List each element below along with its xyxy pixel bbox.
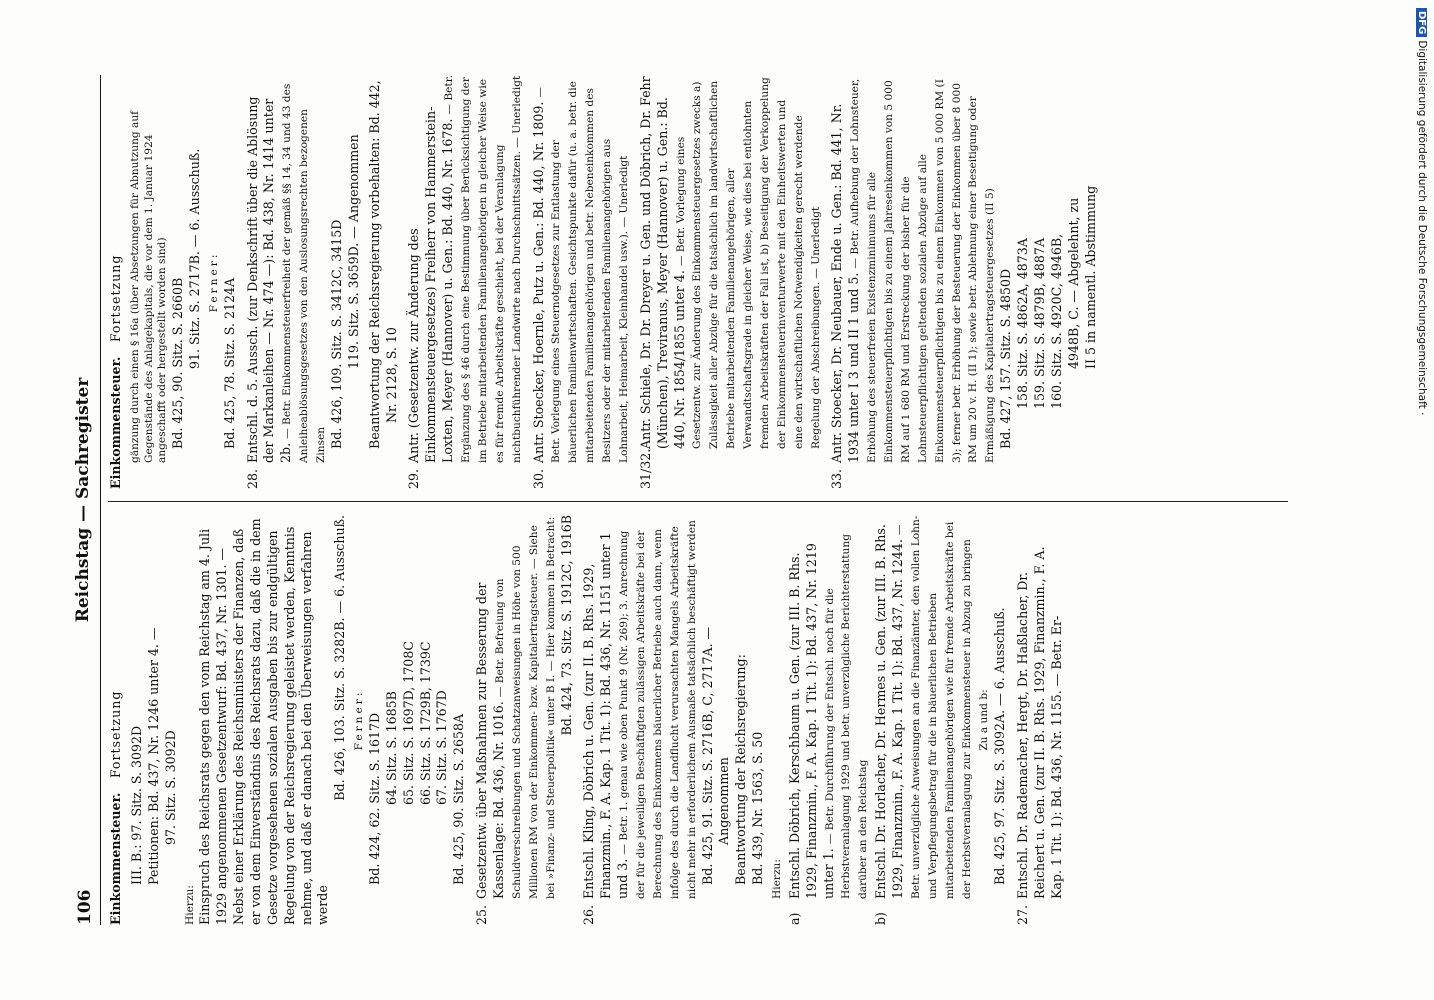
hierzu-label: Hierzu: bbox=[771, 859, 784, 899]
reference-line: 119. Sitz. S. 3659D. — Angenommen bbox=[345, 134, 361, 369]
reference-line: Bd. 425, 78. Sitz. S. 2124A bbox=[221, 277, 237, 449]
entry-title: Antr. Stoecker, Hoernle, Putz u. Gen.: Bd. 440, Nr. 1809. bbox=[530, 101, 546, 463]
hierzu-label: Hierzu: bbox=[183, 885, 196, 925]
credit-text: Digitalisierung gefördert durch die Deutsche Forschungsgemeinschaft · bbox=[1416, 40, 1428, 416]
entry-number: 28. bbox=[244, 468, 260, 489]
entry-label: a) bbox=[786, 912, 802, 925]
reference-line: Bd. 424, 73. Sitz. S. 1912C, 1916B bbox=[558, 515, 574, 736]
text-line: 97. Sitz. S. 3092D bbox=[162, 730, 178, 845]
heading-continuation: Fortsetzung bbox=[108, 690, 123, 779]
entry-number: 29. bbox=[406, 468, 422, 489]
entry-25 bbox=[474, 515, 575, 925]
entry-detail: — Betr. Durchführung der Entschl. noch für die Herbstveranlagung 1929 und betr. unverzügliche Berichterstattung darüber an den Reichstag bbox=[823, 534, 870, 899]
reference-line: 91. Sitz. S. 2717B. — 6. Ausschuß. bbox=[187, 148, 203, 369]
reference-line: Bd. 426, 109. Sitz. S. 3412C, 3415D bbox=[328, 219, 344, 449]
page-number: 106 bbox=[75, 889, 95, 925]
ferner-label: Ferner: bbox=[207, 251, 220, 313]
entry-title: Entschl. Dr. Horlacher, Dr. Hermes u. Gen. (zur III. B. Rhs. 1929, Finanzmin., F. A. Kap. 1 Tit. 1): Bd. 437, Nr. 1244. bbox=[873, 524, 906, 899]
paragraph: Einspruch des Reichsrats gegen den vom Reichstag am 4. Juli 1929 angenommenen Gesetzentwurf: Bd. 437, Nr. 1301. — Nebst einer Erklärung des Reichsministers der Finanzen, daß er von dem Einverständnis des Reichsrats dazu, daß die in dem Gesetze vorgesehenen sozialen Ausgaben bis zur endgültigen Regelung von der Reichsregierung geleistet werden, Kenntnis nehme, und daß er danach bei den Überweisungen verfahren werde bbox=[197, 518, 331, 925]
heading-continuation: Fortsetzung bbox=[108, 254, 123, 343]
ferner-label: Ferner: bbox=[353, 689, 366, 751]
entry-number: 31/32. bbox=[637, 448, 653, 489]
entry-title: Antr. (Gesetzentw. zur Änderung des Einkommensteuergesetzes) Freiherr von Hammerstein-Loxten, Meyer (Hannover) u. Gen.: Bd. 440, Nr. 1678. bbox=[406, 106, 456, 463]
entry-detail: — Betr. Befreiung von Schuldverschreibungen und Schatzanweisungen in Höhe von 500 Millionen RM von der Einkommen- bzw. Kapitalertragsteuer. — Siehe bei »Finanz- und Steuerpolitik« unter B I. — Hier kommen in Betracht: bbox=[494, 516, 557, 899]
entry-detail: — Betr. 1. genau wie oben Punkt 9 (Nr. 269); 3. Anrechnung der für die jeweiligen Beschäftigten zulässigen Arbeitskräfte bei der Berechnung des Einkommens bäuerlicher Betriebe auch dann, wenn infolge des durch die Landflucht verursachten Mangels Arbeitskräfte nicht mehr in erforderlichem Ausmaße tatsächlich beschäftigt werden bbox=[618, 520, 698, 899]
zu-ab-label: Zu a und b: bbox=[978, 689, 991, 751]
entry-b bbox=[873, 515, 974, 925]
reference-line: 4948B, C. — Abgelehnt, zu bbox=[1065, 197, 1081, 369]
entry-30 bbox=[531, 75, 632, 489]
digitization-credit bbox=[1416, 8, 1428, 415]
entry-29 bbox=[406, 75, 524, 489]
entry-detail: — Betr. Aufhebung der Lohnsteuer, Erhöhung des steuerfreien Existenzminimums für alle Einkommensteuerpflichtigen bis zu einem Jahreseinkommen von 5 000 RM auf 1 680 RM und Erstreckung der bisher für die Lohnsteuerpflichtigen geltenden sozialen Abzüge auf alle Einkommensteuerpflichtigen bis zu einem Einkommen von 5 000 RM (I 3); ferner betr. Erhöhung der Besteuerung der Einkommen über 8 000 RM um 20 v. H. (II 1); sowie betr. Ablehnung einer Beseitigung oder Ermäßigung des Kapitalertragsteuergesetzes (II 5) bbox=[849, 78, 997, 463]
entry-26 bbox=[581, 515, 767, 925]
reference-line: 65. Sitz. S. 1697D, 1708C bbox=[400, 641, 416, 805]
entry-detail: — Betr. unverzügliche Anweisungen an die Finanzämter, den vollen Lohn- und Verpflegungsbetrag für die in bäuerlichen Betrieben mitarbeitenden Familienangehörigen wie für fremde Arbeitskräfte bei der Herbstveranlagung zur Einkommensteuer in Abzug zu bringen bbox=[893, 515, 973, 899]
answer-line: Beantwortung der Reichsregierung vorbehalten: Bd. 442, Nr. 2128, S. 10 bbox=[366, 80, 399, 449]
reference-line: 158. Sitz. S. 4862A, 4873A bbox=[1015, 238, 1031, 409]
reference-line: 64. Sitz. S. 1685B bbox=[383, 691, 399, 805]
entry-number: 27. bbox=[1015, 904, 1031, 925]
entry-number: 30. bbox=[530, 468, 546, 489]
entry-33 bbox=[829, 75, 1099, 489]
heading-title: Einkommensteuer. bbox=[108, 792, 123, 925]
entry-detail: — Betr. Einkommensteuerfreiheit der gemäß §§ 14, 34 und 43 des Anleiheablösungsgesetzes von den Auslosungsrechten bezogenen Zinsen bbox=[281, 83, 328, 463]
entry-label: b) bbox=[873, 912, 889, 925]
reference-line: Bd. 427, 157. Sitz. S. 4850D bbox=[998, 268, 1014, 449]
reference-line: Bd. 425, 97. Sitz. S. 3092A. — 6. Ausschuß. bbox=[992, 607, 1008, 885]
reference-line: 159. Sitz. S. 4879B, 4887A bbox=[1031, 237, 1047, 409]
entry-31-32 bbox=[638, 75, 824, 489]
answer-line: Beantwortung der Reichsregierung: bbox=[733, 654, 749, 885]
entry-detail: — Betr. Vorlegung eines Steuernotgesetzes zur Entlastung der bäuerlichen Familienwirtschaften. Gesichtspunkte dafür (u. a. betr. die mitarbeitenden Familienangehörigen und betr. Nebeneinkommen des Besitzers oder der mitarbeitenden Familienangehörigen aus Lohnarbeit, Heimarbeit, Kleinhandel usw.). — Unerledigt bbox=[533, 81, 630, 463]
reference-line: Bd. 425, 90. Sitz. S. 2658A bbox=[451, 713, 467, 885]
entry-title: Entschl. d. 5. Aussch. (zur Denkschrift über die Ablösung der Markanleihen — Nr. 474 —): Bd. 438, Nr. 1414 unter 2b. bbox=[244, 96, 294, 463]
reference-line: Bd. 425, 91. Sitz. S. 2716B, C, 2717A. — bbox=[699, 626, 715, 885]
page-header bbox=[68, 75, 101, 925]
entry-28 bbox=[245, 75, 401, 489]
entry-a bbox=[787, 515, 871, 925]
reference-line: 67. Sitz. S. 1767D bbox=[434, 690, 450, 805]
text-line: Petitionen: Bd. 437, Nr. 1246 unter 4. — bbox=[145, 627, 161, 885]
column-heading bbox=[108, 75, 125, 489]
entry-title: Antr. Stoecker, Dr. Neubauer, Ende u. Gen.: Bd. 441, Nr. 1934 unter I 3 und II 1 und 5. bbox=[829, 103, 862, 463]
status-line: Angenommen bbox=[716, 757, 732, 845]
entry-number: 25. bbox=[474, 904, 490, 925]
reference-line: II 5 in namentl. Abstimmung bbox=[1082, 185, 1098, 369]
column-heading bbox=[108, 515, 125, 925]
entry-title: Entschl. Döbrich, Kerschbaum u. Gen. (zur III. B. Rhs. 1929, Finanzmin., F. A. Kap. 1 Tit. 1): Bd. 437, Nr. 1219 unter 1. bbox=[786, 543, 836, 899]
entry-title: Antr. Schiele, Dr. Dr. Dreyer u. Gen. und Döbrich, Dr. Fehr (München), Treviranus, Meyer (Hannover) u. Gen.: Bd. 440, Nr. 1854/1855 unter 4. bbox=[637, 76, 687, 449]
entry-detail: gänzung durch einen § 16a (über Absetzungen für Abnutzung auf Gegenstände des Anlagekapitals, die vor dem 1. Januar 1924 angeschafft oder hergestellt worden sind) bbox=[128, 110, 169, 463]
entry-title: Entschl. Kling, Döbrich u. Gen. (zur II. B. Rhs. 1929, Finanzmin., F. A. Kap. 1 Tit. 1): Bd. 436, Nr. 1151 unter 1 und 3. bbox=[581, 532, 631, 899]
dfg-logo: DFG bbox=[1416, 8, 1427, 37]
column-left bbox=[108, 515, 1288, 925]
reference-line: 66. Sitz. S. 1729B, 1739C bbox=[417, 641, 433, 805]
rotated-page bbox=[68, 75, 1298, 925]
reference-line: 160. Sitz. S. 4920C, 4946B, bbox=[1048, 233, 1064, 409]
reference-line: Bd. 425, 90. Sitz. S. 2660B bbox=[170, 277, 186, 449]
column-right bbox=[108, 75, 1288, 489]
entry-title: Entschl. Dr. Rademacher, Hergt, Dr. Haßlacher, Dr. Reichert u. Gen. (zur II. B. Rhs. 1929, Finanzmin., F. A. Kap. 1 Tit. 1): Bd. 436, Nr. 1155. — Betr. Er- bbox=[1015, 546, 1064, 899]
entry-detail: — Betr. Vorlegung eines Gesetzentw. zur Änderung des Einkommensteuergesetzes zwecks a) Zulässigkeit aller Abzüge für die tatsächlich im landwirtschaftlichen Betriebe mitarbeitenden Familienangehörigen, aller Verwandtschaftsgrade in gleicher Weise, wie dies bei entlohnten fremden Arbeitskräften der Fall ist, b) Beseitigung der Verkoppelung der Einkommensteuerinventurwerte mit den Einheitswerten und eine den wirtschaftlichen Notwendigkeiten gerecht werdende Regelung der Abschreibungen. — Unerledigt bbox=[674, 77, 822, 449]
entry-detail: — Betr. Ergänzung des § 46 durch eine Bestimmung über Berücksichtigung der im Betriebe mitarbeitenden Familienangehörigen in gleicher Weise wie es für fremde Arbeitskräfte geschieht, bei der Veranlagung nichtbuchführender Landwirte nach Durchschnittssätzen. — Unerledigt bbox=[443, 75, 523, 463]
reference-line: Bd. 426, 103. Sitz. S. 3282B. — 6. Ausschuß. bbox=[332, 515, 348, 801]
reference-line: Bd. 424, 62. Sitz. S. 1617D bbox=[366, 712, 382, 885]
entry-number: 26. bbox=[581, 904, 597, 925]
text-line: III. B.: 97. Sitz. S. 3092D bbox=[128, 725, 144, 885]
entry-title: Gesetzentw. über Maßnahmen zur Besserung der Kassenlage: Bd. 436, Nr. 1016. bbox=[474, 582, 507, 899]
heading-title: Einkommensteuer. bbox=[108, 356, 123, 489]
running-head: Reichstag — Sachregister bbox=[73, 377, 93, 623]
entry-27 bbox=[1015, 515, 1066, 925]
entry-number: 33. bbox=[829, 468, 845, 489]
reference-line: Bd. 439, Nr. 1563, S. 50 bbox=[750, 731, 766, 885]
column-divider bbox=[108, 501, 1288, 502]
